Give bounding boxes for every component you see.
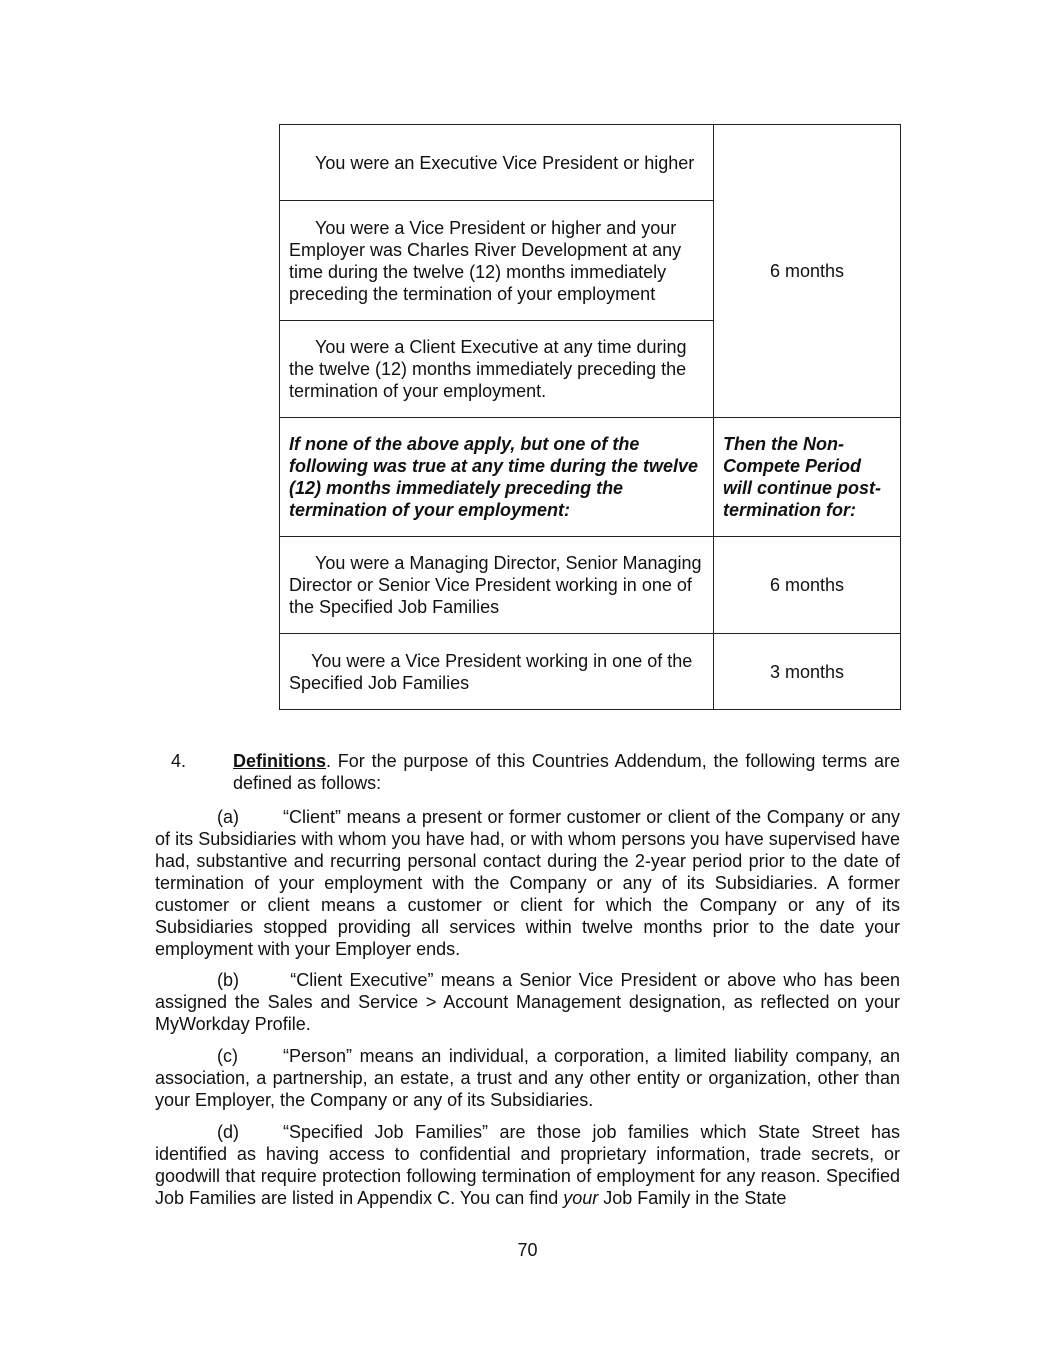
condition-cell: You were a Managing Director, Senior Managing Director or Senior Vice President working in one of the Specified Job Families bbox=[280, 537, 714, 634]
section-intro: Definitions. For the purpose of this Countries Addendum, the following terms are defined as follows: bbox=[233, 751, 900, 793]
period-cell: 3 months bbox=[714, 634, 901, 710]
condition-cell: You were a Vice President or higher and your Employer was Charles River Development at any time during the twelve (12) months immediately preceding the termination of your employment bbox=[280, 201, 714, 321]
definition-text: “Client” means a present or former customer or client of the Company or any of its Subsidiaries with whom you have had, or with whom persons you have supervised have had, substantive and recurring personal contact during the 2-year period prior to the date of termination of your employment with the Company or any of its Subsidiaries. A former customer or client means a customer or client for which the Company or any of its Subsidiaries stopped providing all services within twelve months prior to the date your employment with your Employer ends. bbox=[155, 807, 900, 959]
definition-paragraph bbox=[155, 1121, 900, 1209]
non-compete-table bbox=[279, 124, 901, 710]
table-row bbox=[280, 537, 901, 634]
section-heading: Definitions bbox=[233, 751, 326, 771]
condition-cell: You were an Executive Vice President or higher bbox=[280, 125, 714, 201]
definition-label: (c) bbox=[217, 1046, 238, 1066]
definition-label: (a) bbox=[217, 807, 239, 827]
definition-paragraph bbox=[155, 806, 900, 960]
header-period-cell: Then the Non-Compete Period will continue post-termination for: bbox=[714, 418, 901, 537]
condition-cell: You were a Vice President working in one of the Specified Job Families bbox=[280, 634, 714, 710]
definition-paragraph bbox=[155, 969, 900, 1035]
table-header-row bbox=[280, 418, 901, 537]
header-condition-cell: If none of the above apply, but one of the following was true at any time during the twelve (12) months immediately preceding the termination of your employment: bbox=[280, 418, 714, 537]
definition-paragraph bbox=[155, 1045, 900, 1111]
table-row bbox=[280, 634, 901, 710]
definition-text: “Person” means an individual, a corporation, a limited liability company, an association, a partnership, an estate, a trust and any other entity or organization, other than your Employer, the Company or any of its Subsidiaries. bbox=[155, 1046, 900, 1110]
condition-cell: You were a Client Executive at any time during the twelve (12) months immediately preceding the termination of your employment. bbox=[280, 321, 714, 418]
definition-text-cont: Job Family in the State bbox=[598, 1188, 787, 1208]
section-4 bbox=[155, 750, 900, 794]
section-number: 4. bbox=[171, 751, 187, 771]
period-cell: 6 months bbox=[714, 125, 901, 418]
definition-text: “Client Executive” means a Senior Vice President or above who has been assigned the Sales and Service > Account Management designation, as reflected on your MyWorkday Profile. bbox=[155, 970, 900, 1034]
definition-label: (d) bbox=[217, 1122, 239, 1142]
period-cell: 6 months bbox=[714, 537, 901, 634]
definition-label: (b) bbox=[217, 970, 239, 990]
table-row bbox=[280, 125, 901, 201]
definition-text: “Specified Job Families” are those job families which State Street has identified as having access to confidential and proprietary information, trade secrets, or goodwill that require protection following termination of employment for any reason. Specified Job Families are listed in Appendix C. You can find bbox=[155, 1122, 900, 1208]
page-number: 70 bbox=[517, 1240, 538, 1260]
definition-emphasis: your bbox=[563, 1188, 599, 1208]
